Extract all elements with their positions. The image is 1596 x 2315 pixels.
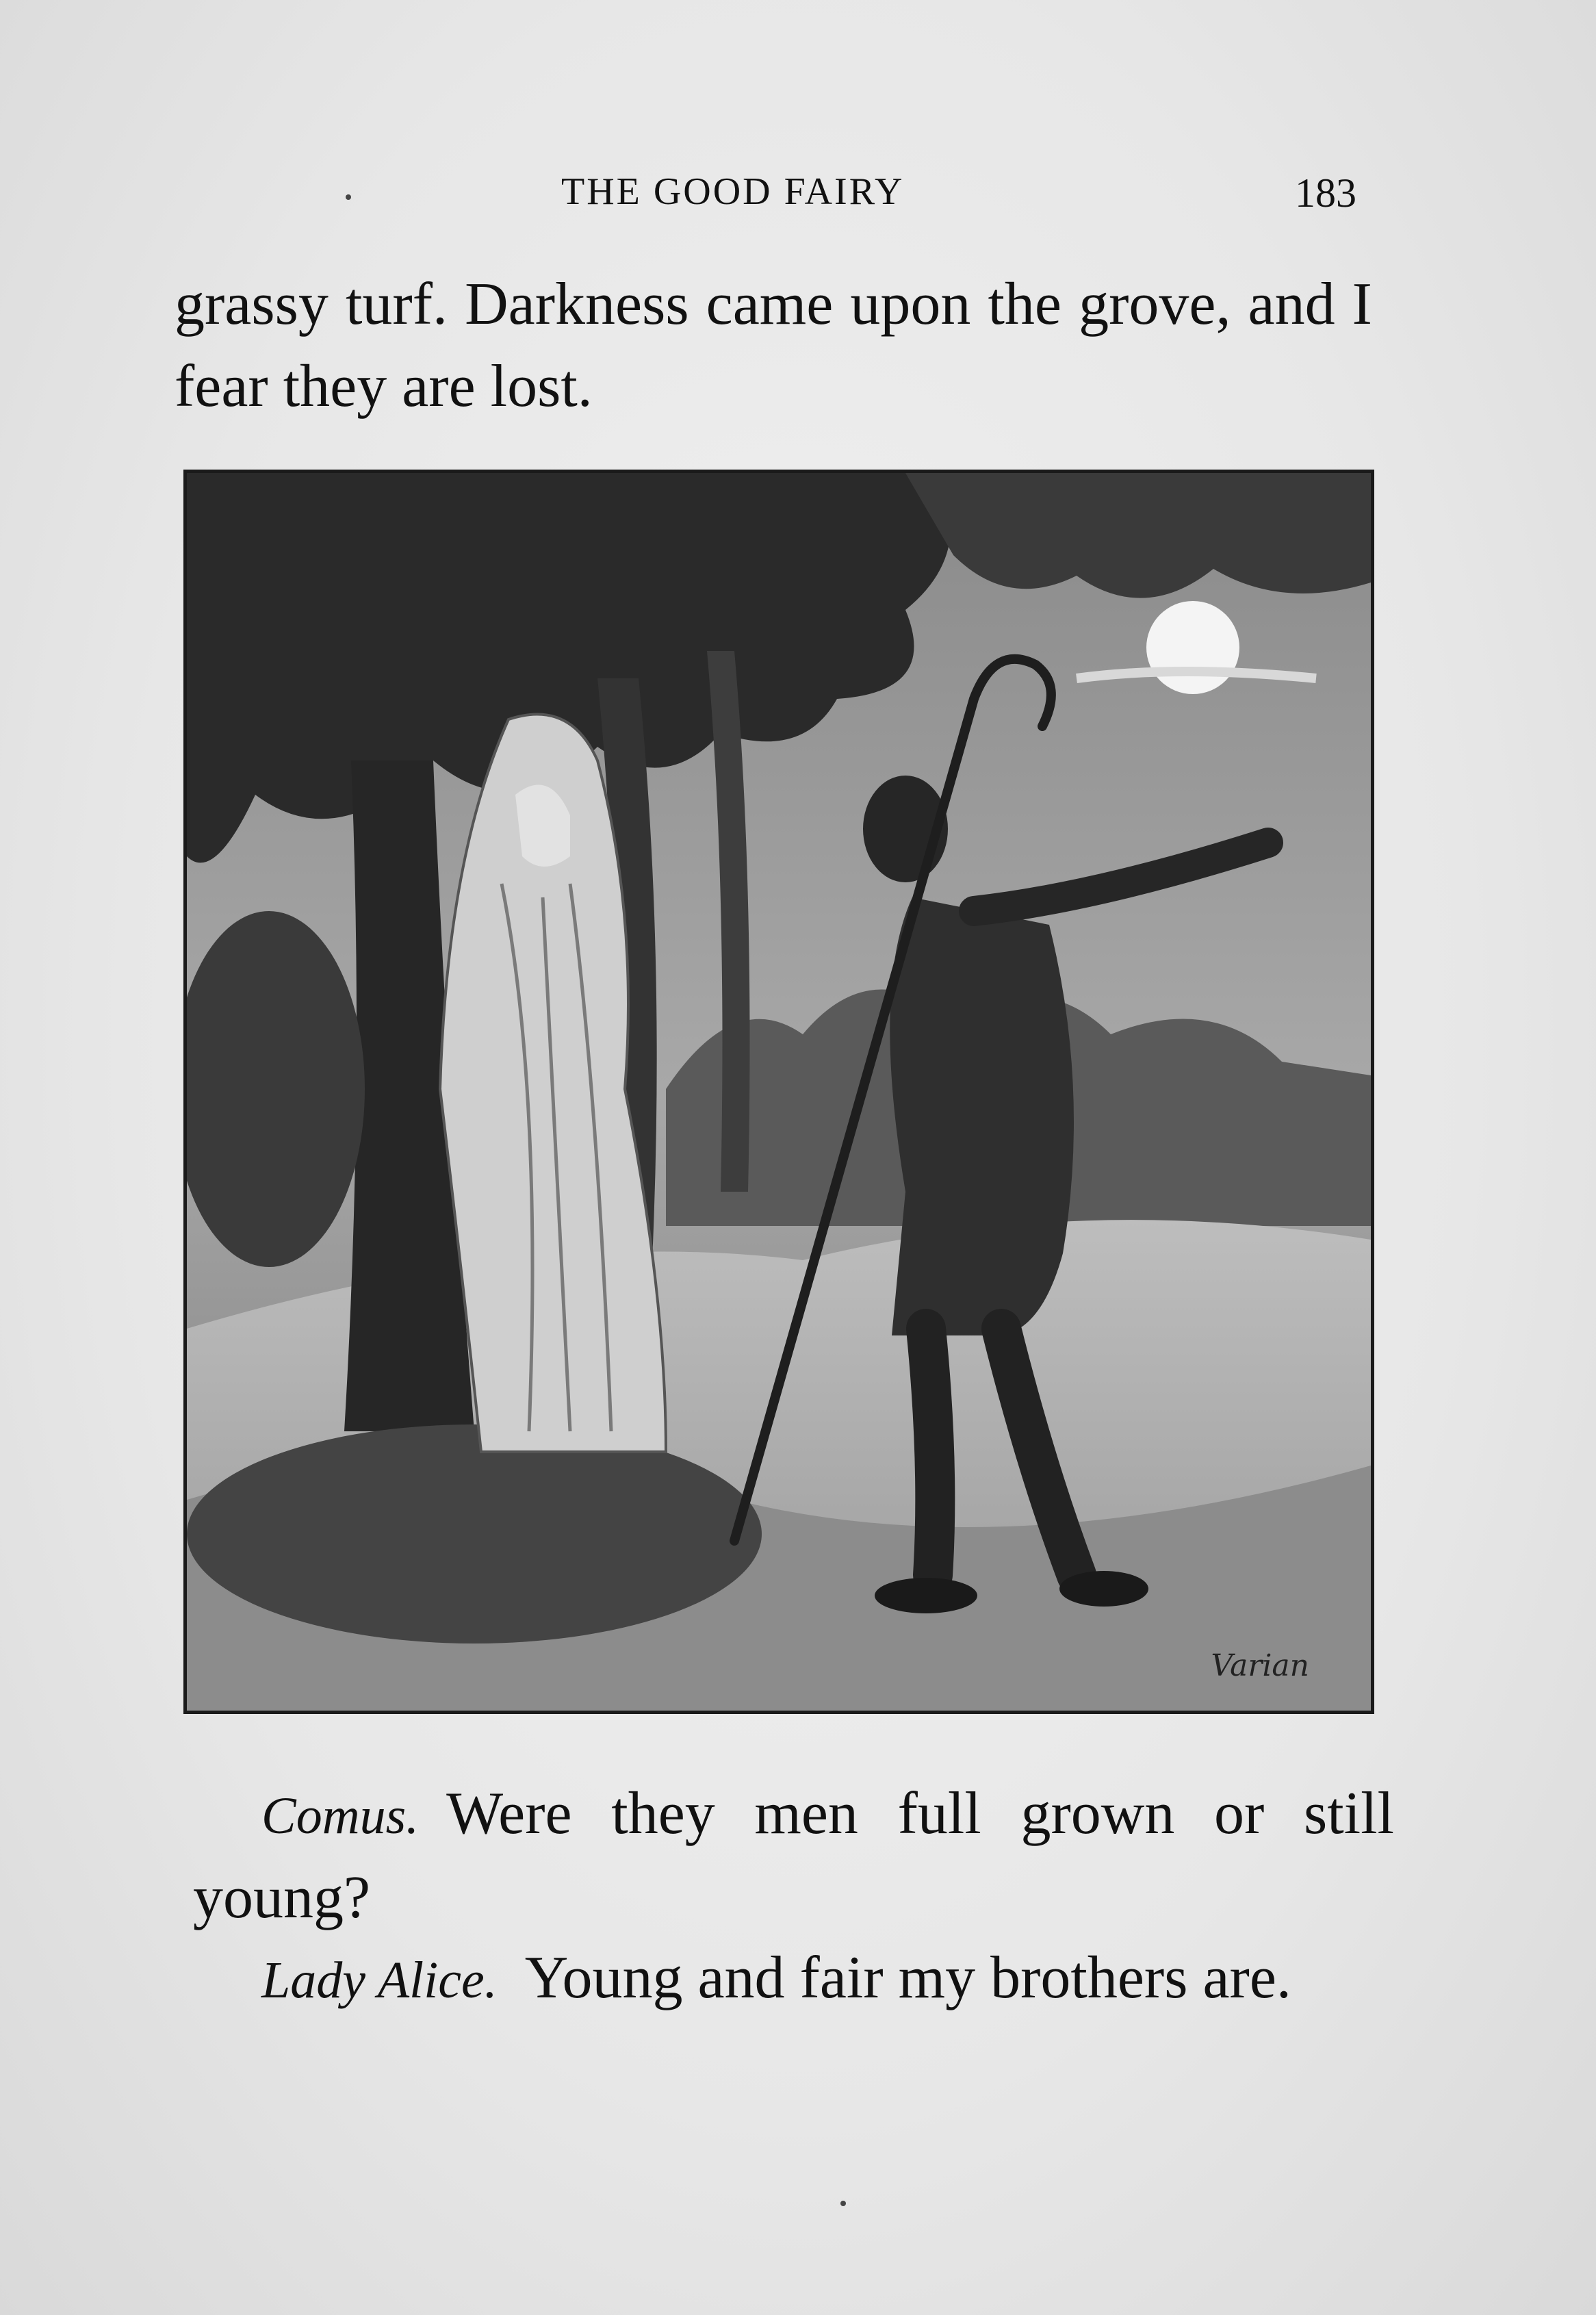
illustration-drawing <box>187 473 1371 1711</box>
dialogue-lady-alice <box>193 1937 1394 2021</box>
page-number: 183 <box>1295 170 1356 216</box>
running-title: THE GOOD FAIRY <box>561 170 905 213</box>
dialogue-text: Young and fair my brothers are. <box>524 1945 1291 2011</box>
dialogue-text: Were they men full grown or still young? <box>193 1780 1394 1931</box>
illustration-plate <box>183 470 1374 1714</box>
speaker-name: Comus. <box>261 1787 420 1845</box>
running-head <box>0 170 1596 218</box>
paragraph-continuation: grassy turf. Darkness came upon the grove, and I fear they are lost. <box>175 271 1372 420</box>
artist-signature: Varian <box>1211 1648 1309 1683</box>
print-speck <box>346 194 351 200</box>
speaker-name: Lady Alice. <box>261 1952 498 2009</box>
print-speck <box>840 2201 846 2206</box>
dialogue-comus <box>193 1773 1394 1939</box>
